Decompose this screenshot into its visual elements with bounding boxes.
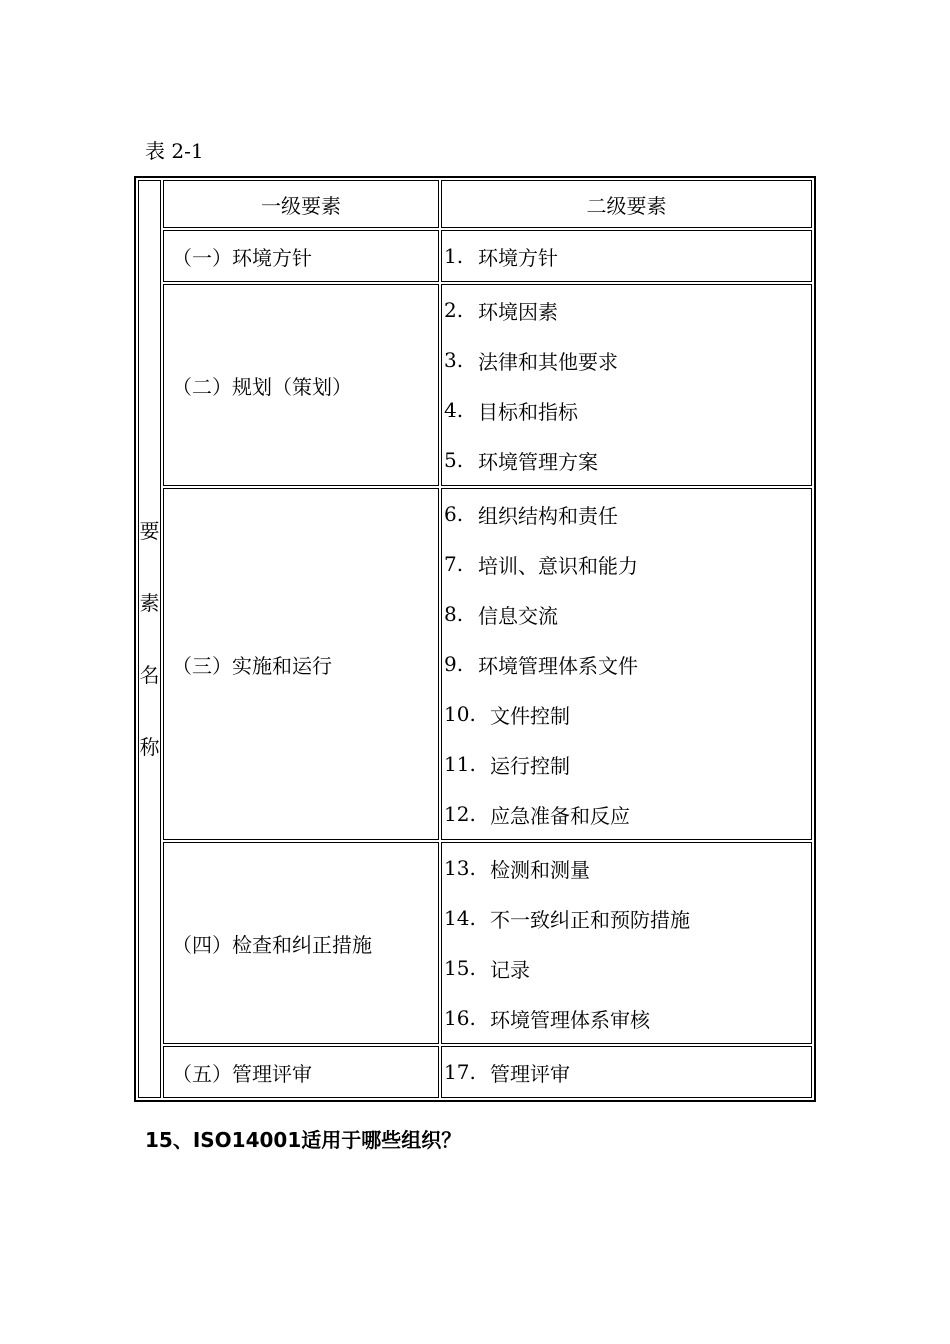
item-label: 文件控制: [490, 703, 570, 728]
item-label: 检测和测量: [490, 857, 590, 882]
table-row: [138, 284, 812, 486]
item-label: 环境管理方案: [478, 449, 598, 474]
level1-cell: （三）实施和运行: [163, 488, 439, 840]
item-label: 运行控制: [490, 753, 570, 778]
list-item: [444, 739, 811, 789]
list-item: [444, 385, 811, 435]
item-number: 1.: [444, 244, 464, 268]
item-number: 5.: [444, 448, 464, 472]
side-label-cell: [138, 180, 161, 1098]
table-row: [138, 842, 812, 1044]
item-number: 8.: [444, 602, 464, 626]
side-label: 要素名称: [139, 519, 160, 759]
table-row: [138, 488, 812, 840]
item-label: 环境管理体系文件: [478, 653, 638, 678]
item-label: 应急准备和反应: [490, 803, 630, 828]
elements-table: [134, 176, 816, 1102]
level1-cell: （四）检查和纠正措施: [163, 842, 439, 1044]
level2-cell: [441, 284, 812, 486]
item-label: 环境因素: [478, 299, 558, 324]
question-heading: 15、ISO14001适用于哪些组织？: [145, 1128, 462, 1152]
item-number: 13.: [444, 856, 476, 880]
header-level1: 一级要素: [163, 180, 439, 228]
item-label: 环境方针: [478, 245, 558, 270]
list-item: [444, 589, 811, 639]
level2-cell: [441, 488, 812, 840]
item-label: 不一致纠正和预防措施: [490, 907, 690, 932]
item-label: 信息交流: [478, 603, 558, 628]
list-item: [444, 943, 811, 993]
item-number: 4.: [444, 398, 464, 422]
table-row: [138, 230, 812, 282]
item-number: 3.: [444, 348, 464, 372]
item-label: 管理评审: [490, 1061, 570, 1086]
list-item: [444, 285, 811, 335]
item-number: 6.: [444, 502, 464, 526]
level2-cell: [441, 842, 812, 1044]
list-item: [444, 993, 811, 1043]
header-level2: 二级要素: [441, 180, 812, 228]
list-item: [444, 789, 811, 839]
level2-cell: [441, 1046, 812, 1098]
list-item: [444, 489, 811, 539]
item-number: 12.: [444, 802, 476, 826]
level2-cell: [441, 230, 812, 282]
item-label: 环境管理体系审核: [490, 1007, 650, 1032]
item-label: 法律和其他要求: [478, 349, 618, 374]
item-number: 7.: [444, 552, 464, 576]
table-row: [138, 1046, 812, 1098]
level1-cell: （二）规划（策划）: [163, 284, 439, 486]
item-number: 9.: [444, 652, 464, 676]
list-item: [444, 843, 811, 893]
item-number: 11.: [444, 752, 476, 776]
item-number: 16.: [444, 1006, 476, 1030]
item-number: 10.: [444, 702, 476, 726]
item-label: 组织结构和责任: [478, 503, 618, 528]
item-label: 目标和指标: [478, 399, 578, 424]
list-item: [444, 435, 811, 485]
list-item: [444, 231, 811, 281]
item-number: 15.: [444, 956, 476, 980]
item-number: 14.: [444, 906, 476, 930]
item-number: 2.: [444, 298, 464, 322]
table-header-row: [138, 180, 812, 228]
item-label: 培训、意识和能力: [478, 553, 638, 578]
list-item: [444, 539, 811, 589]
list-item: [444, 893, 811, 943]
list-item: [444, 639, 811, 689]
level1-cell: （一）环境方针: [163, 230, 439, 282]
list-item: [444, 1047, 811, 1097]
list-item: [444, 335, 811, 385]
item-label: 记录: [490, 957, 530, 982]
table-caption: 表 2-1: [145, 139, 204, 163]
item-number: 17.: [444, 1060, 476, 1084]
list-item: [444, 689, 811, 739]
level1-cell: （五）管理评审: [163, 1046, 439, 1098]
